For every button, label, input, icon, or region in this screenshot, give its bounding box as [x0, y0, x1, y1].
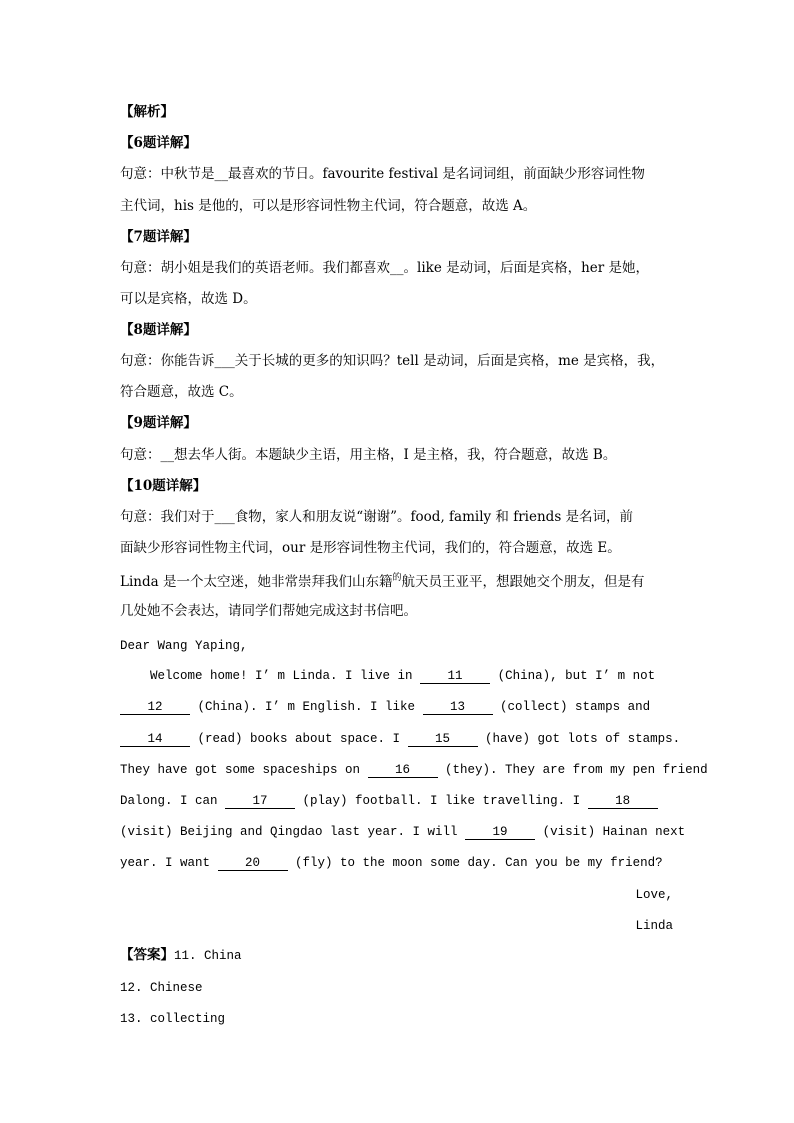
letter-text: (have) got lots of stamps.	[477, 732, 681, 746]
letter-line4	[120, 761, 708, 779]
letter-text: (read) books about space. I	[190, 732, 408, 746]
letter-text: (visit) Beijing and Qingdao last year. I will	[120, 825, 466, 839]
blank-11: 11	[420, 669, 490, 684]
blank-12: 12	[120, 700, 190, 715]
q7-header: 【7题详解】	[120, 229, 197, 245]
letter-line1	[120, 667, 655, 685]
q7-line2: 可以是宾格，故选 D。	[120, 291, 257, 307]
letter-line5	[120, 792, 658, 810]
q6-header: 【6题详解】	[120, 135, 197, 151]
intro-text-a: Linda 是一个太空迷，她非常崇拜我们山东籍	[120, 574, 393, 590]
letter-text: (they). They are from my pen friend	[437, 763, 708, 777]
letter-text: They have got some spaceships on	[120, 763, 368, 777]
answers-line1	[120, 946, 242, 965]
blank-15: 15	[408, 732, 478, 747]
blank-16: 16	[368, 763, 438, 778]
letter-signature: Linda	[635, 919, 673, 933]
q10-line2: 面缺少形容词性物主代词，our 是形容词性物主代词，我们的，符合题意，故选 E。	[120, 540, 621, 556]
q8-line2: 符合题意，故选 C。	[120, 384, 243, 400]
letter-line3	[120, 730, 680, 748]
letter-text: (fly) to the moon some day. Can you be my friend?	[287, 856, 663, 870]
answer-12: 12. Chinese	[120, 981, 203, 995]
letter-text: (China), but I’ m not	[490, 669, 656, 683]
blank-19: 19	[465, 825, 535, 840]
q6-line2: 主代词，his 是他的，可以是形容词性物主代词，符合题意，故选 A。	[120, 198, 537, 214]
blank-20: 20	[218, 856, 288, 871]
letter-text: Dalong. I can	[120, 794, 226, 808]
q10-line1: 句意：我们对于___食物，家人和朋友说“谢谢”。food, family 和 friends 是名词，前	[120, 509, 634, 525]
q8-line1: 句意：你能告诉___关于长城的更多的知识吗？tell 是动词，后面是宾格，me 是宾格，我，	[120, 353, 665, 369]
q6-line1: 句意：中秋节是__最喜欢的节日。favourite festival 是名词词组，前面缺少形容词性物	[120, 166, 645, 182]
letter-text: (play) football. I like travelling. I	[295, 794, 588, 808]
letter-line7	[120, 854, 663, 872]
letter-text: (visit) Hainan next	[535, 825, 686, 839]
blank-17: 17	[225, 794, 295, 809]
blank-18: 18	[588, 794, 658, 809]
letter-line2	[120, 698, 650, 716]
q9-header: 【9题详解】	[120, 415, 197, 431]
letter-closing: Love,	[635, 888, 673, 902]
letter-text: Welcome home! I’ m Linda. I live in	[120, 669, 421, 683]
blank-14: 14	[120, 732, 190, 747]
intro-line2: 几处她不会表达，请同学们帮她完成这封书信吧。	[120, 603, 417, 619]
answer-13: 13. collecting	[120, 1012, 226, 1026]
q9-line1: 句意：__想去华人街。本题缺少主语，用主格，I 是主格，我，符合题意，故选 B。	[120, 447, 617, 463]
analysis-header: 【解析】	[120, 104, 174, 120]
letter-text: (collect) stamps and	[492, 700, 651, 714]
q10-header: 【10题详解】	[120, 478, 207, 494]
answer-11: 11. China	[174, 949, 242, 963]
letter-salutation: Dear Wang Yaping,	[120, 639, 248, 653]
intro-text-b: 航天员王亚平，想跟她交个朋友，但是有	[401, 574, 645, 590]
blank-13: 13	[423, 700, 493, 715]
q7-line1: 句意：胡小姐是我们的英语老师。我们都喜欢__。like 是动词，后面是宾格，her 是她，	[120, 260, 650, 276]
intro-line1	[120, 573, 644, 593]
letter-text: year. I want	[120, 856, 218, 870]
answers-label: 【答案】	[120, 947, 174, 963]
intro-superscript: 的	[392, 573, 402, 583]
q8-header: 【8题详解】	[120, 322, 197, 338]
letter-text: (China). I’ m English. I like	[190, 700, 423, 714]
letter-line6	[120, 823, 685, 841]
